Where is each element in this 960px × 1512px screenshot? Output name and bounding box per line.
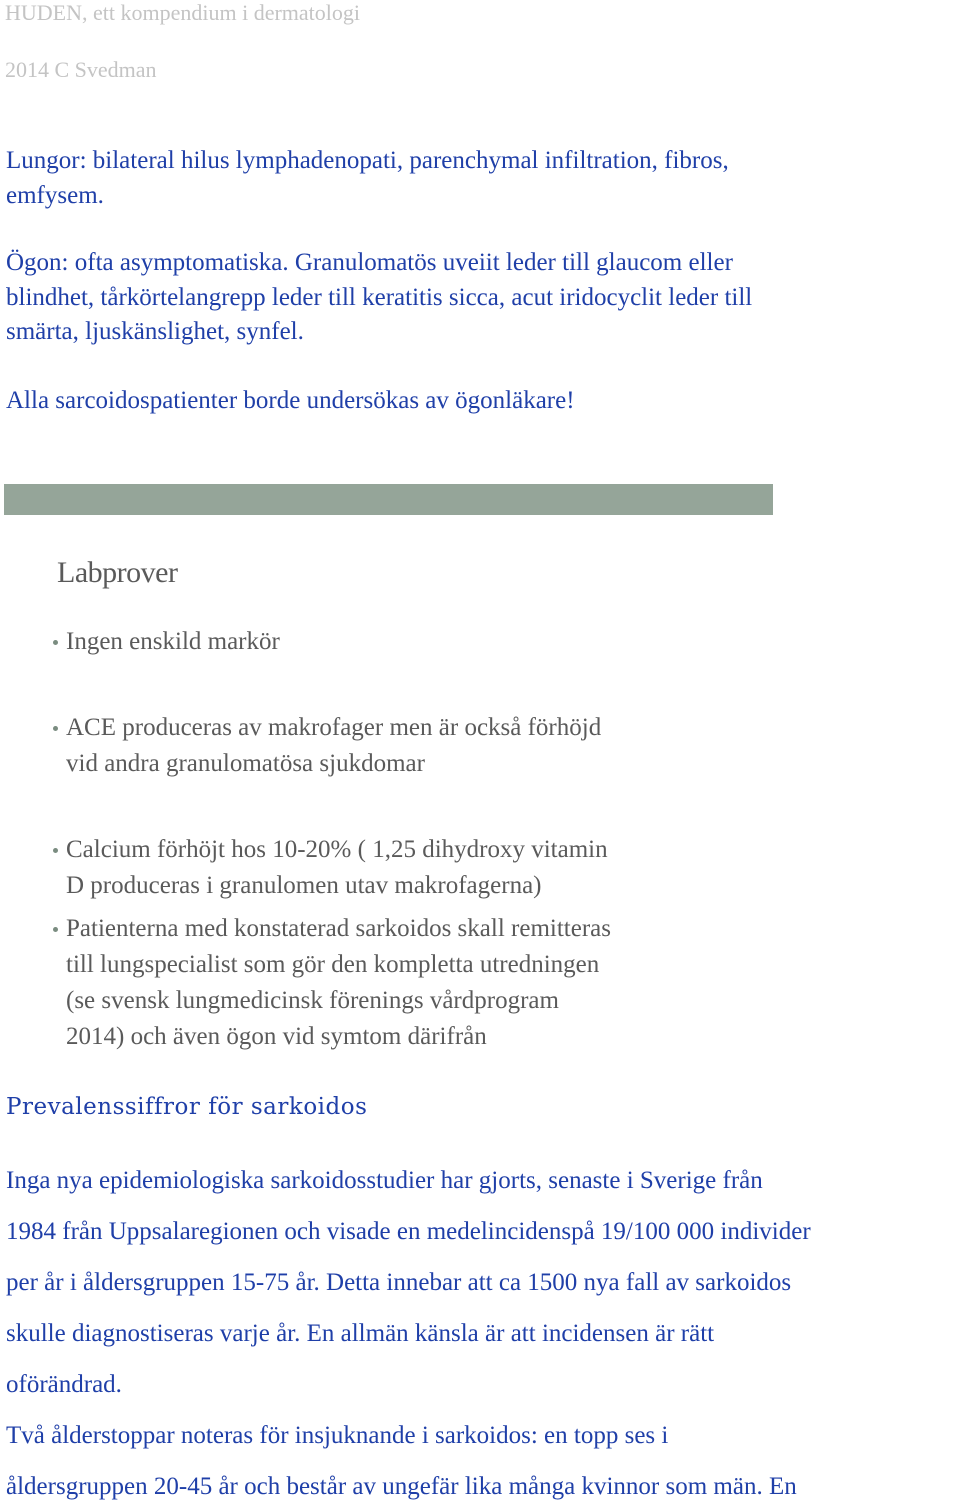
- text-line: blindhet, tårkörtelangrepp leder till keratitis sicca, acut iridocyclit leder till: [6, 283, 753, 311]
- paragraph-ogon: [6, 246, 946, 350]
- paragraph-lungor: [6, 144, 946, 213]
- document-title: HUDEN, ett kompendium i dermatologi: [5, 0, 360, 25]
- text-line: skulle diagnostiseras varje år. En allmän känsla är att incidensen är rätt: [6, 1320, 715, 1347]
- bullet-text: ACE produceras av makrofager men är också förhöjd: [66, 714, 602, 741]
- bullet-dot-icon: [53, 848, 58, 853]
- bullet-text: vid andra granulomatösa sjukdomar: [66, 750, 425, 777]
- text-line: 1984 från Uppsalaregionen och visade en medelincidenspå 19/100 000 individer: [6, 1218, 811, 1245]
- paragraph-prevalence-1: [6, 1155, 811, 1410]
- bullet-item: [50, 624, 280, 660]
- bullet-text: till lungspecialist som gör den kompletta utredningen: [66, 951, 600, 978]
- slide-header-bar: [4, 484, 773, 515]
- bullet-text: Calcium förhöjt hos 10-20% ( 1,25 dihydroxy vitamin: [66, 836, 608, 863]
- text-line: Ögon: ofta asymptomatiska. Granulomatös uveiit leder till glaucom eller: [6, 249, 733, 276]
- section-heading-prevalence: Prevalenssiffror för sarkoidos: [6, 1094, 368, 1120]
- bullet-item: [50, 710, 601, 782]
- text-line: Inga nya epidemiologiska sarkoidosstudier har gjorts, senaste i Sverige från: [6, 1167, 763, 1194]
- text-line: åldersgruppen 20-45 år och består av ungefär lika många kvinnor som män. En: [6, 1473, 797, 1500]
- bullet-text: D produceras i granulomen utav makrofagerna): [66, 872, 542, 899]
- text-line: Alla sarcoidospatienter borde undersökas av ögonläkare!: [6, 387, 575, 414]
- slide-title: Labprover: [57, 556, 178, 589]
- bullet-item: [50, 911, 611, 1055]
- text-line: per år i åldersgruppen 15-75 år. Detta innebar att ca 1500 nya fall av sarkoidos: [6, 1269, 792, 1296]
- bullet-item: [50, 832, 608, 904]
- paragraph-alla: [6, 384, 946, 419]
- text-line: Två ålderstoppar noteras för insjuknande i sarkoidos: en topp ses i: [6, 1422, 669, 1449]
- bullet-text: Ingen enskild markör: [66, 628, 280, 655]
- document-author: 2014 C Svedman: [5, 57, 157, 82]
- bullet-dot-icon: [53, 726, 58, 731]
- bullet-text: (se svensk lungmedicinsk förenings vårdprogram: [66, 987, 559, 1014]
- paragraph-prevalence-2: [6, 1410, 797, 1512]
- bullet-dot-icon: [53, 927, 58, 932]
- bullet-dot-icon: [53, 640, 58, 645]
- text-line: oförändrad.: [6, 1371, 122, 1398]
- bullet-text: Patienterna med konstaterad sarkoidos skall remitteras: [66, 915, 611, 942]
- text-line: smärta, ljuskänslighet, synfel.: [6, 318, 304, 345]
- text-line: emfysem.: [6, 181, 104, 209]
- text-line: Lungor: bilateral hilus lymphadenopati, parenchymal infiltration, fibros,: [6, 147, 729, 174]
- bullet-text: 2014) och även ögon vid symtom därifrån: [66, 1023, 487, 1050]
